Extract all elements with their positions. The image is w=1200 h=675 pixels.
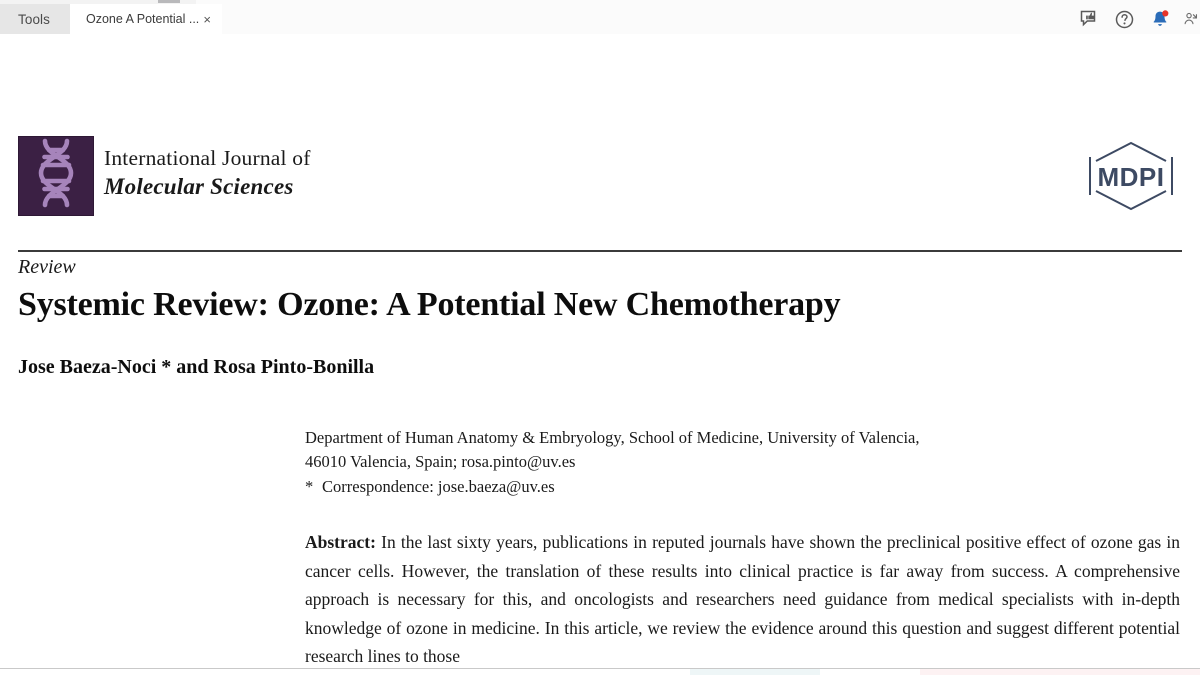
account-person-icon[interactable] [1184, 9, 1198, 30]
tab-document-label: Ozone A Potential ... [86, 12, 200, 26]
tab-strip-empty-area [222, 4, 1200, 34]
tab-tools-label: Tools [17, 11, 50, 27]
page-title: Systemic Review: Ozone: A Potential New Chemotherapy [18, 286, 841, 323]
tab-document[interactable] [70, 4, 222, 34]
svg-text:MDPI: MDPI [1097, 162, 1165, 192]
tab-tools[interactable] [0, 4, 68, 34]
author-list: Jose Baeza-Noci * and Rosa Pinto-Bonilla [18, 356, 375, 378]
journal-header [0, 136, 1200, 220]
taskbar-seg-2 [690, 669, 820, 675]
journal-name-line2: Molecular Sciences [104, 174, 294, 199]
taskbar-sliver [0, 668, 1200, 675]
header-divider [18, 250, 1182, 252]
abstract-paragraph [305, 528, 1180, 671]
affiliation-line-2: 46010 Valencia, Spain; rosa.pinto@uv.es [305, 452, 576, 471]
chrome-nub [158, 0, 180, 3]
taskbar-seg-1 [0, 669, 690, 675]
tab-strip [0, 4, 1200, 34]
correspondence-line [305, 475, 1185, 499]
abstract-label: Abstract: [305, 532, 376, 552]
mdpi-hexagon-logo [1084, 139, 1178, 213]
journal-name [104, 144, 311, 201]
journal-name-line1: International Journal of [104, 146, 311, 170]
close-icon[interactable]: × [203, 11, 211, 27]
notifications-bell-icon[interactable] [1149, 9, 1170, 30]
article-type: Review [18, 256, 76, 278]
correspondence-text: Correspondence: jose.baeza@uv.es [322, 477, 555, 496]
browser-action-icons [1079, 4, 1200, 34]
affiliation-block [305, 426, 1185, 499]
help-icon[interactable] [1114, 9, 1135, 30]
correspondence-marker: * [305, 477, 314, 496]
feedback-icon[interactable] [1079, 9, 1100, 30]
taskbar-seg-3 [820, 669, 920, 675]
pdf-page [0, 34, 1200, 668]
abstract-text: In the last sixty years, publications in reputed journals have shown the preclinical positive effect of ozone gas in cancer cells. However, the translation of these results into clinical practice is far away from success. A comprehensive approach is necessary for this, and oncologists and researchers need guidance from medical specialists with in-depth knowledge of ozone in medicine. In this article, we review the evidence around this question and suggest different potential research lines to those [305, 532, 1180, 667]
taskbar-seg-4 [920, 669, 1200, 675]
dna-helix-logo [18, 136, 94, 216]
affiliation-line-1: Department of Human Anatomy & Embryology, School of Medicine, University of Valencia, [305, 428, 920, 447]
